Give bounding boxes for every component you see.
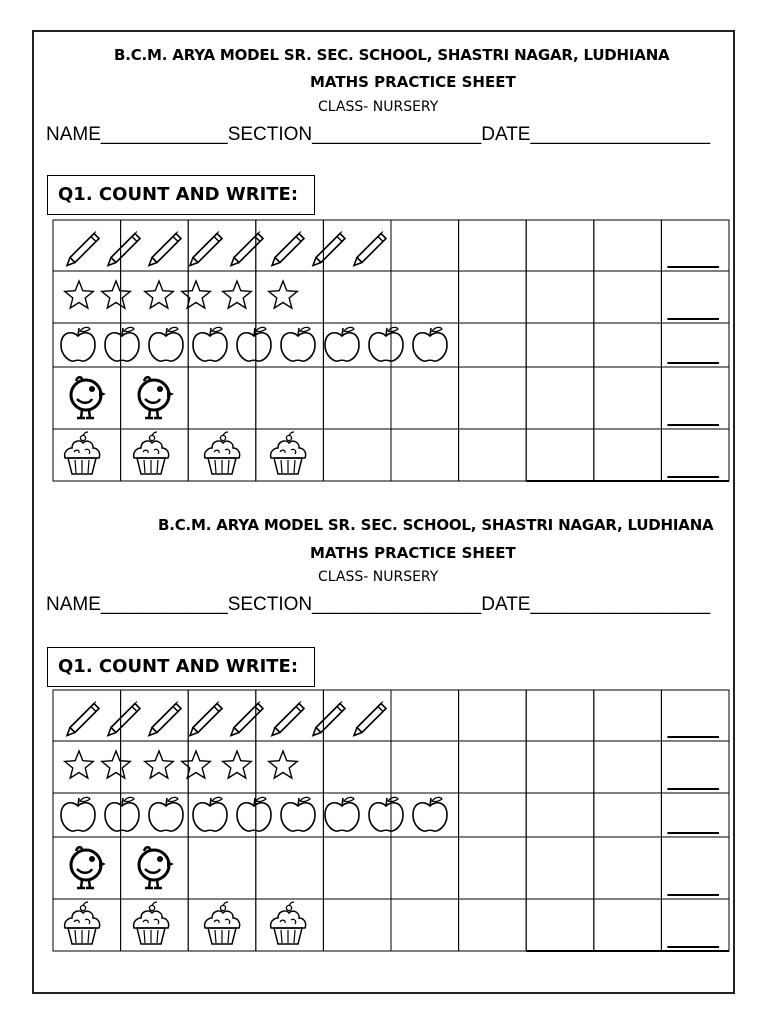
star-icon — [269, 751, 298, 778]
answer-cell[interactable] — [661, 837, 729, 899]
cupcake-icon — [271, 902, 306, 944]
star-icon — [145, 751, 174, 778]
apple-icon — [325, 327, 359, 361]
grid-cell — [459, 741, 527, 793]
grid-cell — [323, 899, 391, 951]
grid-cell — [323, 271, 391, 323]
pencil-icon — [190, 232, 222, 266]
pencil-icon — [67, 702, 99, 736]
star-icon — [269, 281, 298, 308]
apple-icon — [237, 327, 271, 361]
apple-icon — [281, 327, 315, 361]
grid-cell — [188, 899, 256, 951]
cupcake-icon — [205, 902, 240, 944]
grid-cell — [53, 220, 121, 271]
cupcake-icon — [134, 432, 169, 474]
grid-cell — [391, 220, 459, 271]
grid-cell — [526, 323, 594, 367]
answer-cell[interactable] — [661, 741, 729, 793]
star-icon — [65, 751, 94, 778]
pencil-icon — [67, 232, 99, 266]
grid-cell — [323, 741, 391, 793]
pencil-icon — [231, 232, 263, 266]
name-section-date-line[interactable]: NAME____________SECTION________________DATE_________________ — [46, 594, 711, 615]
apple-icon — [369, 797, 403, 831]
grid-cell — [526, 367, 594, 429]
cupcake-icon — [271, 432, 306, 474]
answer-cell[interactable] — [661, 323, 729, 367]
class-label: CLASS- NURSERY — [318, 99, 439, 115]
answer-cell[interactable] — [661, 367, 729, 429]
apple-icon — [61, 327, 95, 361]
grid-cell — [256, 429, 324, 481]
grid-cell — [594, 367, 662, 429]
apple-icon — [105, 327, 139, 361]
grid-cell — [594, 690, 662, 741]
grid-cell — [594, 429, 662, 481]
apple-icon — [149, 797, 183, 831]
grid-cell — [526, 741, 594, 793]
grid-cell — [391, 741, 459, 793]
cupcake-icon — [65, 902, 100, 944]
grid-cell — [526, 690, 594, 741]
apple-icon — [61, 797, 95, 831]
star-icon — [65, 281, 94, 308]
pencil-icon — [149, 702, 181, 736]
grid-cell — [53, 690, 121, 741]
sheet-title: MATHS PRACTICE SHEET — [310, 544, 516, 562]
pencil-icon — [231, 702, 263, 736]
grid-cell — [121, 741, 189, 793]
grid-cell — [594, 741, 662, 793]
answer-cell[interactable] — [661, 220, 729, 271]
grid-cell — [459, 837, 527, 899]
counting-table — [52, 219, 730, 484]
bird-icon — [71, 847, 106, 888]
answer-cell[interactable] — [661, 793, 729, 837]
bird-icon — [139, 847, 174, 888]
grid-cell — [121, 837, 189, 899]
apple-icon — [149, 327, 183, 361]
grid-cell — [256, 837, 324, 899]
grid-cell — [594, 837, 662, 899]
grid-cell — [53, 899, 121, 951]
school-name: B.C.M. ARYA MODEL SR. SEC. SCHOOL, SHASTRI NAGAR, LUDHIANA — [114, 46, 670, 64]
grid-cell — [323, 837, 391, 899]
grid-cell — [459, 899, 527, 951]
apple-icon — [369, 327, 403, 361]
counting-grid — [52, 689, 728, 954]
grid-cell — [323, 429, 391, 481]
grid-cell — [391, 429, 459, 481]
grid-cell — [188, 837, 256, 899]
apple-icon — [193, 327, 227, 361]
grid-cell — [459, 793, 527, 837]
star-icon — [182, 751, 211, 778]
grid-cell — [188, 271, 256, 323]
star-icon — [102, 751, 131, 778]
grid-cell — [391, 271, 459, 323]
grid-cell — [256, 899, 324, 951]
counting-grid — [52, 219, 728, 484]
grid-cell — [594, 271, 662, 323]
grid-cell — [53, 367, 121, 429]
bird-icon — [71, 377, 106, 418]
grid-cell — [323, 690, 391, 741]
class-label: CLASS- NURSERY — [318, 569, 439, 585]
grid-cell — [53, 837, 121, 899]
school-name: B.C.M. ARYA MODEL SR. SEC. SCHOOL, SHASTRI NAGAR, LUDHIANA — [158, 516, 714, 534]
grid-cell — [526, 429, 594, 481]
name-section-date-line[interactable]: NAME____________SECTION________________DATE_________________ — [46, 124, 711, 145]
answer-cell[interactable] — [661, 429, 729, 481]
cupcake-icon — [134, 902, 169, 944]
grid-cell — [188, 429, 256, 481]
apple-icon — [105, 797, 139, 831]
grid-cell — [391, 899, 459, 951]
star-icon — [223, 281, 252, 308]
pencil-icon — [354, 232, 386, 266]
grid-cell — [188, 367, 256, 429]
grid-cell — [459, 220, 527, 271]
apple-icon — [325, 797, 359, 831]
grid-cell — [594, 899, 662, 951]
grid-cell — [526, 899, 594, 951]
pencil-icon — [354, 702, 386, 736]
answer-cell[interactable] — [661, 271, 729, 323]
pencil-icon — [190, 702, 222, 736]
pencil-icon — [272, 232, 304, 266]
grid-cell — [459, 323, 527, 367]
grid-cell — [526, 220, 594, 271]
grid-cell — [391, 837, 459, 899]
star-icon — [182, 281, 211, 308]
grid-cell — [594, 220, 662, 271]
question-heading: Q1. COUNT AND WRITE: — [47, 647, 315, 687]
answer-cell[interactable] — [661, 690, 729, 741]
counting-table — [52, 689, 730, 954]
pencil-icon — [108, 702, 140, 736]
bird-icon — [139, 377, 174, 418]
grid-cell — [526, 837, 594, 899]
pencil-icon — [149, 232, 181, 266]
grid-cell — [53, 429, 121, 481]
grid-cell — [526, 271, 594, 323]
star-icon — [223, 751, 252, 778]
grid-cell — [459, 367, 527, 429]
apple-icon — [193, 797, 227, 831]
grid-cell — [459, 271, 527, 323]
cupcake-icon — [205, 432, 240, 474]
pencil-icon — [313, 702, 345, 736]
pencil-icon — [313, 232, 345, 266]
apple-icon — [237, 797, 271, 831]
grid-cell — [391, 367, 459, 429]
grid-cell — [459, 429, 527, 481]
grid-cell — [256, 367, 324, 429]
apple-icon — [281, 797, 315, 831]
apple-icon — [413, 797, 447, 831]
pencil-icon — [272, 702, 304, 736]
grid-cell — [121, 271, 189, 323]
star-icon — [145, 281, 174, 308]
question-heading: Q1. COUNT AND WRITE: — [47, 175, 315, 215]
pencil-icon — [108, 232, 140, 266]
grid-cell — [121, 367, 189, 429]
answer-cell[interactable] — [661, 899, 729, 951]
grid-cell — [323, 367, 391, 429]
grid-cell — [594, 793, 662, 837]
grid-cell — [323, 220, 391, 271]
grid-cell — [459, 690, 527, 741]
grid-cell — [188, 741, 256, 793]
star-icon — [102, 281, 131, 308]
apple-icon — [413, 327, 447, 361]
grid-cell — [594, 323, 662, 367]
grid-cell — [526, 793, 594, 837]
cupcake-icon — [65, 432, 100, 474]
grid-cell — [391, 690, 459, 741]
sheet-title: MATHS PRACTICE SHEET — [310, 73, 516, 91]
